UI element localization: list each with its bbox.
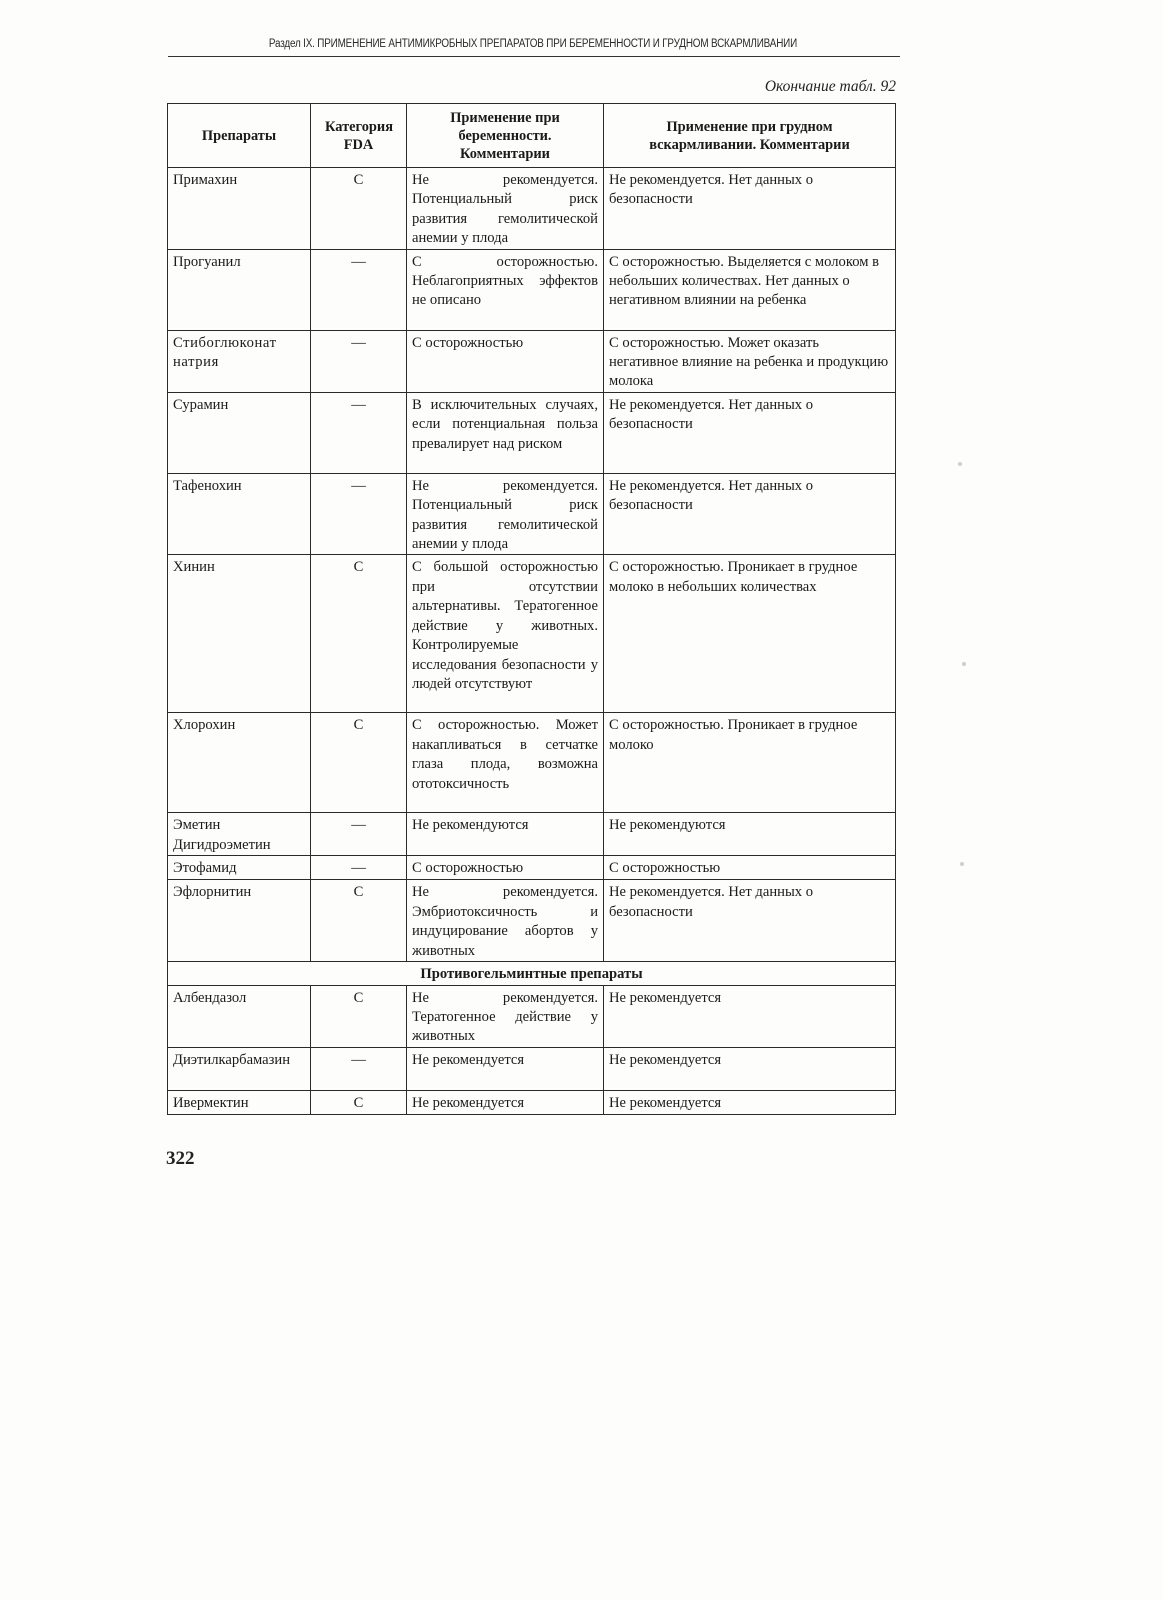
breastfeeding-comment: С осторожностью. Проникает в грудное молоко в небольших количествах — [604, 555, 896, 713]
fda-category: C — [311, 985, 407, 1047]
fda-category: — — [311, 813, 407, 856]
header-breastfeeding: Применение при грудном вскармливании. Комментарии — [604, 104, 896, 168]
breastfeeding-comment: Не рекомендуется — [604, 1090, 896, 1114]
drug-name: Прогуанил — [168, 249, 311, 330]
pregnancy-comment: С осторожностью — [407, 330, 604, 392]
breastfeeding-comment: С осторожностью — [604, 856, 896, 880]
drug-name: Тафенохин — [168, 473, 311, 555]
running-header: Раздел IX. ПРИМЕНЕНИЕ АНТИМИКРОБНЫХ ПРЕПАРАТОВ ПРИ БЕРЕМЕННОСТИ И ГРУДНОМ ВСКАРМЛИВАНИИ — [268, 38, 798, 50]
table-row — [168, 473, 896, 555]
table-header-row — [168, 104, 896, 168]
table-row — [168, 985, 896, 1047]
pregnancy-comment: Не рекомендуется — [407, 1047, 604, 1090]
drug-name: Этофамид — [168, 856, 311, 880]
fda-category: C — [311, 880, 407, 962]
header-rule — [168, 56, 900, 57]
drug-table — [167, 103, 896, 1115]
table-caption: Окончание табл. 92 — [764, 78, 896, 95]
table-row — [168, 392, 896, 473]
header-pregnancy: Применение при беременности. Комментарии — [407, 104, 604, 168]
drug-name: Стибоглюконат натрия — [168, 330, 311, 392]
drug-name: Хинин — [168, 555, 311, 713]
fda-category: — — [311, 330, 407, 392]
fda-category: — — [311, 1047, 407, 1090]
breastfeeding-comment: Не рекомендуются — [604, 813, 896, 856]
table-row — [168, 168, 896, 250]
page-number: 322 — [166, 1148, 195, 1169]
pregnancy-comment: Не рекомендуется. Потенциальный риск развития гемолитической анемии у плода — [407, 168, 604, 250]
breastfeeding-comment: Не рекомендуется. Нет данных о безопасности — [604, 473, 896, 555]
scan-speck — [962, 662, 966, 666]
table-row — [168, 1090, 896, 1114]
fda-category: C — [311, 168, 407, 250]
breastfeeding-comment: С осторожностью. Может оказать негативное влияние на ребенка и продукцию молока — [604, 330, 896, 392]
scan-speck — [960, 862, 964, 866]
fda-category: — — [311, 249, 407, 330]
drug-name: Примахин — [168, 168, 311, 250]
table-row — [168, 856, 896, 880]
drug-name: Сурамин — [168, 392, 311, 473]
drug-name: Эметин Дигидроэметин — [168, 813, 311, 856]
fda-category: C — [311, 555, 407, 713]
drug-name: Албендазол — [168, 985, 311, 1047]
drug-name: Эфлорнитин — [168, 880, 311, 962]
fda-category: — — [311, 856, 407, 880]
pregnancy-comment: Не рекомендуется. Потенциальный риск развития гемолитической анемии у плода — [407, 473, 604, 555]
pregnancy-comment: Не рекомендуется. Тератогенное действие у животных — [407, 985, 604, 1047]
drug-name: Ивермектин — [168, 1090, 311, 1114]
breastfeeding-comment: Не рекомендуется. Нет данных о безопасности — [604, 392, 896, 473]
table-row — [168, 330, 896, 392]
drug-name: Хлорохин — [168, 713, 311, 813]
table-row — [168, 1047, 896, 1090]
breastfeeding-comment: Не рекомендуется. Нет данных о безопасности — [604, 880, 896, 962]
table-row — [168, 555, 896, 713]
fda-category: C — [311, 1090, 407, 1114]
fda-category: C — [311, 713, 407, 813]
table-row — [168, 813, 896, 856]
pregnancy-comment: Не рекомендуется — [407, 1090, 604, 1114]
section-header-row — [168, 962, 896, 985]
pregnancy-comment: Не рекомендуются — [407, 813, 604, 856]
pregnancy-comment: С осторожностью — [407, 856, 604, 880]
pregnancy-comment: С большой осторожностью при отсутствии альтернативы. Тератогенное действие у животных. Контролируемые исследования безопасности у людей отсутствуют — [407, 555, 604, 713]
pregnancy-comment: Не рекомендуется. Эмбриотоксичность и индуцирование абортов у животных — [407, 880, 604, 962]
pregnancy-comment: С осторожностью. Неблагоприятных эффектов не описано — [407, 249, 604, 330]
header-drug: Препараты — [168, 104, 311, 168]
breastfeeding-comment: С осторожностью. Проникает в грудное молоко — [604, 713, 896, 813]
breastfeeding-comment: Не рекомендуется — [604, 985, 896, 1047]
table-row — [168, 713, 896, 813]
header-fda: Категория FDA — [311, 104, 407, 168]
pregnancy-comment: С осторожностью. Может накапливаться в сетчатке глаза плода, возможна ототоксичность — [407, 713, 604, 813]
fda-category: — — [311, 392, 407, 473]
breastfeeding-comment: Не рекомендуется. Нет данных о безопасности — [604, 168, 896, 250]
table-row — [168, 249, 896, 330]
section-title: Противогельминтные препараты — [168, 962, 896, 985]
drug-name: Диэтилкарбамазин — [168, 1047, 311, 1090]
breastfeeding-comment: Не рекомендуется — [604, 1047, 896, 1090]
pregnancy-comment: В исключительных случаях, если потенциальная польза превалирует над риском — [407, 392, 604, 473]
fda-category: — — [311, 473, 407, 555]
table-row — [168, 880, 896, 962]
scan-speck — [958, 462, 962, 466]
breastfeeding-comment: С осторожностью. Выделяется с молоком в небольших количествах. Нет данных о негативном влиянии на ребенка — [604, 249, 896, 330]
